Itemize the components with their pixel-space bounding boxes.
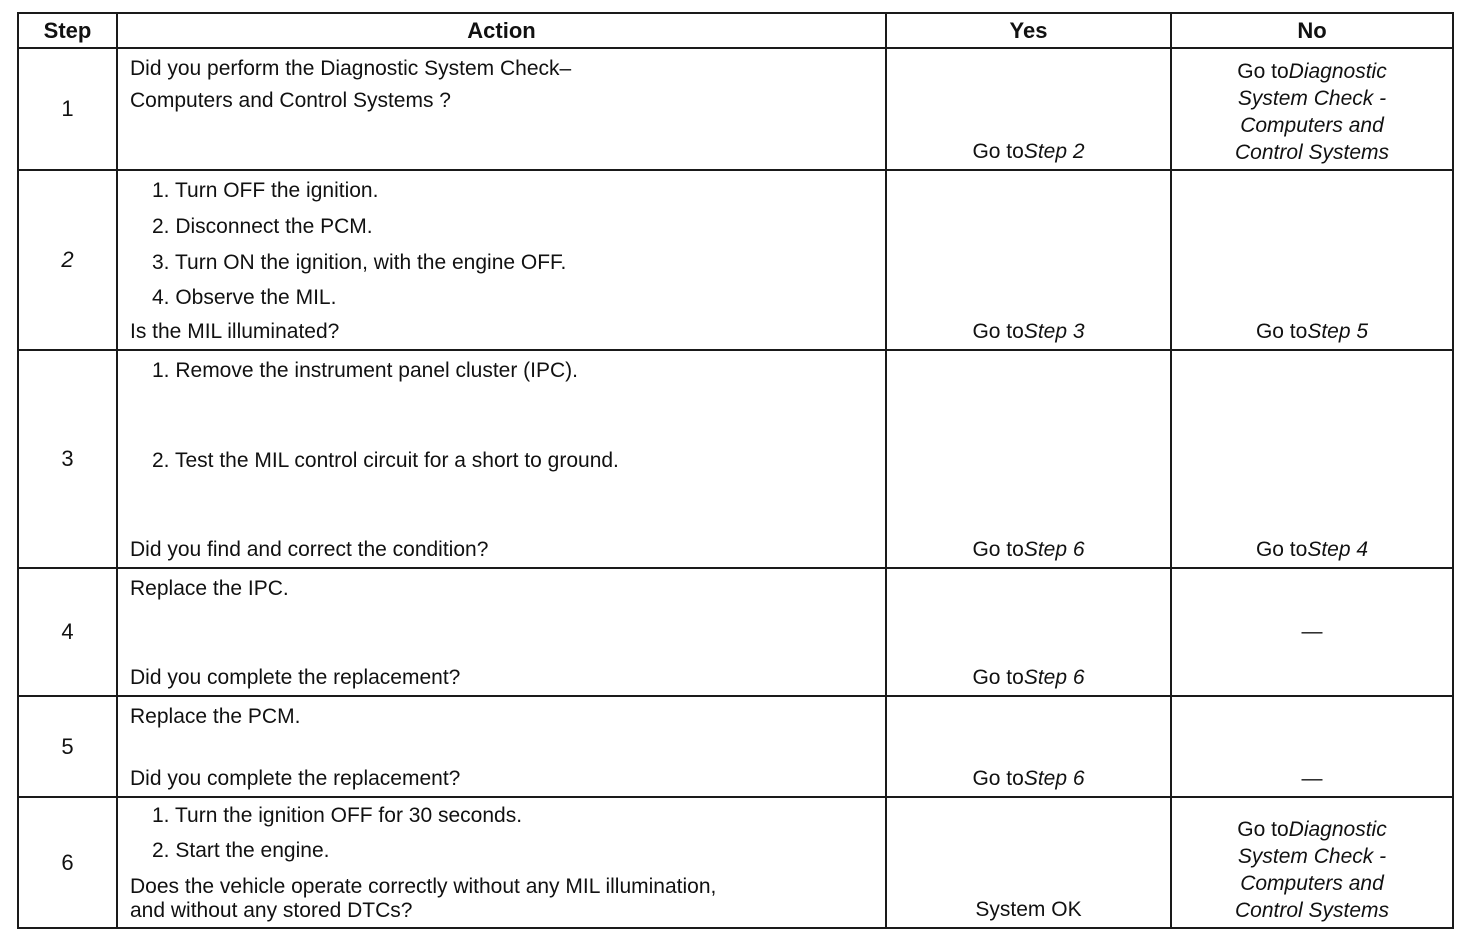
no-cell-dash: —: [1171, 568, 1453, 696]
diagnostic-link[interactable]: Control Systems: [1234, 141, 1390, 164]
header-action: Action: [117, 13, 886, 48]
table-row: [18, 797, 1453, 928]
no-cell: [1171, 170, 1453, 350]
yes-cell: [886, 696, 1171, 797]
list-item: 1. Turn OFF the ignition.: [152, 179, 379, 202]
diagnostic-link[interactable]: System Check -: [1237, 87, 1387, 110]
no-cell: [1171, 797, 1453, 928]
action-cell: [117, 350, 886, 568]
list-item: 3. Turn ON the ignition, with the engine OFF.: [152, 251, 567, 274]
question-text: Did you complete the replacement?: [130, 666, 461, 689]
table-row: [18, 48, 1453, 170]
action-text: Replace the IPC.: [130, 577, 289, 600]
diagnostic-link[interactable]: Diagnostic: [1288, 60, 1387, 83]
goto-prefix: Go to: [972, 538, 1024, 561]
list-item: 2. Test the MIL control circuit for a short to ground.: [152, 449, 619, 472]
question-text: Does the vehicle operate correctly without any MIL illumination,: [130, 875, 717, 898]
step-number: 6: [18, 797, 117, 928]
step-link[interactable]: Step 3: [1023, 320, 1085, 343]
action-text: Computers and Control Systems ?: [130, 89, 451, 112]
step-link[interactable]: Step 6: [1023, 767, 1085, 790]
table-row: [18, 568, 1453, 696]
action-cell: [117, 48, 886, 170]
question-text: Did you complete the replacement?: [130, 767, 461, 790]
yes-cell: [886, 797, 1171, 928]
question-text: and without any stored DTCs?: [130, 899, 413, 922]
yes-cell: [886, 350, 1171, 568]
step-number: 5: [18, 696, 117, 797]
header-step: Step: [18, 13, 117, 48]
yes-cell: [886, 568, 1171, 696]
step-link[interactable]: Step 6: [1023, 538, 1085, 561]
no-cell-dash: —: [1301, 767, 1323, 790]
goto-prefix: Go to: [1255, 538, 1308, 561]
diagnostic-link[interactable]: Computers and: [1240, 872, 1384, 895]
question-text: Is the MIL illuminated?: [130, 320, 340, 343]
table-row: [18, 350, 1453, 568]
action-text: Did you perform the Diagnostic System Check–: [130, 57, 572, 80]
table-row: [18, 696, 1453, 797]
list-item: 2. Disconnect the PCM.: [152, 215, 373, 238]
step-link[interactable]: Step 6: [1023, 666, 1085, 689]
system-ok-text: System OK: [975, 898, 1082, 921]
diagnostic-link[interactable]: Diagnostic: [1288, 818, 1387, 841]
action-cell: [117, 170, 886, 350]
goto-prefix: Go to: [1237, 818, 1289, 841]
header-no: No: [1171, 13, 1453, 48]
table-row: [18, 170, 1453, 350]
goto-prefix: Go to: [972, 140, 1024, 163]
goto-prefix: Go to: [972, 666, 1024, 689]
list-item: 1. Remove the instrument panel cluster (IPC).: [152, 359, 579, 382]
goto-prefix: Go to: [972, 320, 1024, 343]
diagnostic-link[interactable]: Control Systems: [1234, 899, 1390, 922]
step-number: 3: [18, 350, 117, 568]
list-item: 2. Start the engine.: [152, 839, 330, 862]
step-link[interactable]: Step 4: [1307, 538, 1369, 561]
goto-prefix: Go to: [1255, 320, 1308, 343]
yes-cell: [886, 170, 1171, 350]
step-number: 2: [18, 170, 117, 350]
header-yes: Yes: [886, 13, 1171, 48]
question-text: Did you find and correct the condition?: [130, 538, 489, 561]
step-link[interactable]: Step 5: [1307, 320, 1369, 343]
no-cell: [1171, 48, 1453, 170]
yes-cell: [886, 48, 1171, 170]
action-cell: [117, 696, 886, 797]
diagnostic-table: [17, 12, 1454, 929]
diagnostic-link[interactable]: System Check -: [1237, 845, 1387, 868]
diagnostic-link[interactable]: Computers and: [1240, 114, 1384, 137]
no-cell: [1171, 696, 1453, 797]
step-number: 4: [18, 568, 117, 696]
step-link[interactable]: Step 2: [1023, 140, 1085, 163]
goto-prefix: Go to: [972, 767, 1024, 790]
list-item: 1. Turn the ignition OFF for 30 seconds.: [152, 804, 523, 827]
step-number: 1: [18, 48, 117, 170]
action-cell: [117, 568, 886, 696]
no-cell: [1171, 350, 1453, 568]
action-text: Replace the PCM.: [130, 705, 301, 728]
list-item: 4. Observe the MIL.: [152, 286, 337, 309]
header-row: [18, 13, 1453, 48]
goto-prefix: Go to: [1237, 60, 1289, 83]
action-cell: [117, 797, 886, 928]
